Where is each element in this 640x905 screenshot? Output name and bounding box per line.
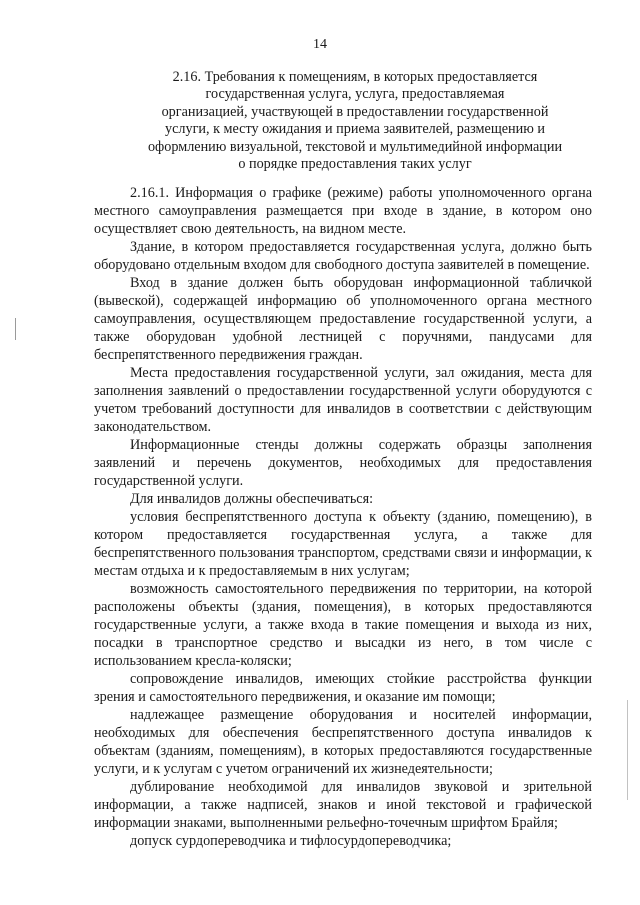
paragraph: надлежащее размещение оборудования и носителей информации, необходимых для обеспечения беспрепятственного доступа инвалидов к объектам (зданиям, помещениям), в которых предоставляются государственные услуги, и к услугам с учетом ограничений их жизнедеятельности;: [94, 707, 592, 777]
heading-line: услуги, к месту ожидания и приема заявителей, размещению и: [165, 121, 545, 138]
paragraph: Места предоставления государственной услуги, зал ожидания, места для заполнения заявлений о предоставлении государственной услуги оборудуются с учетом требований доступности для инвалидов в соответствии с действующим законодательством.: [94, 365, 592, 435]
paragraph: допуск сурдопереводчика и тифлосурдопереводчика;: [130, 833, 452, 849]
paragraph: 2.16.1. Информация о графике (режиме) работы уполномоченного органа местного самоуправления размещается при входе в здание, в котором оно осуществляет свою деятельность, на видном месте.: [94, 185, 592, 237]
section-heading: [140, 69, 570, 173]
heading-line: организацией, участвующей в предоставлении государственной: [161, 103, 549, 120]
paragraph: возможность самостоятельного передвижения по территории, на которой расположены объекты (здания, помещения), в которых предоставляются государственные услуги, а также входа в такие помещения и выхода из них, посадки в транспортное средство и высадки из него, в том числе с использованием кресла-коляски;: [94, 581, 592, 669]
scan-margin-mark: [627, 700, 628, 800]
paragraph: Для инвалидов должны обеспечиваться:: [130, 491, 374, 507]
paragraph: условия беспрепятственного доступа к объекту (зданию, помещению), в котором предоставляется государственная услуга, а также для беспрепятственного пользования транспортом, средствами связи и информации, к местам отдыха и к предоставляемым в них услугам;: [94, 509, 592, 579]
paragraph: дублирование необходимой для инвалидов звуковой и зрительной информации, а также надписей, знаков и иной текстовой и графической информации знаками, выполненными рельефно-точечным шрифтом Брайля;: [94, 779, 592, 831]
heading-line: 2.16. Требования к помещениям, в которых предоставляется: [172, 69, 538, 85]
page-number: 14: [313, 37, 327, 52]
heading-line: оформлению визуальной, текстовой и мультимедийной информации: [147, 138, 563, 155]
paragraph: Здание, в котором предоставляется государственная услуга, должно быть оборудовано отдельным входом для свободного доступа заявителей в помещение.: [94, 239, 592, 273]
scan-margin-mark: [15, 318, 16, 340]
heading-line: о порядке предоставления таких услуг: [238, 156, 472, 173]
paragraph: Информационные стенды должны содержать образцы заполнения заявлений и перечень документов, необходимых для предоставления государственной услуги.: [94, 437, 592, 489]
paragraph: сопровождение инвалидов, имеющих стойкие расстройства функции зрения и самостоятельного передвижения, и оказание им помощи;: [94, 671, 592, 705]
paragraph: Вход в здание должен быть оборудован информационной табличкой (вывеской), содержащей информацию об уполномоченного органа местного самоуправления, осуществляющем предоставление государственной услуги, а также оборудован удобной лестницей с поручнями, пандусами для беспрепятственного передвижения граждан.: [94, 275, 592, 363]
body-text: [94, 184, 592, 850]
heading-line: государственная услуга, услуга, предоставляемая: [205, 86, 505, 103]
